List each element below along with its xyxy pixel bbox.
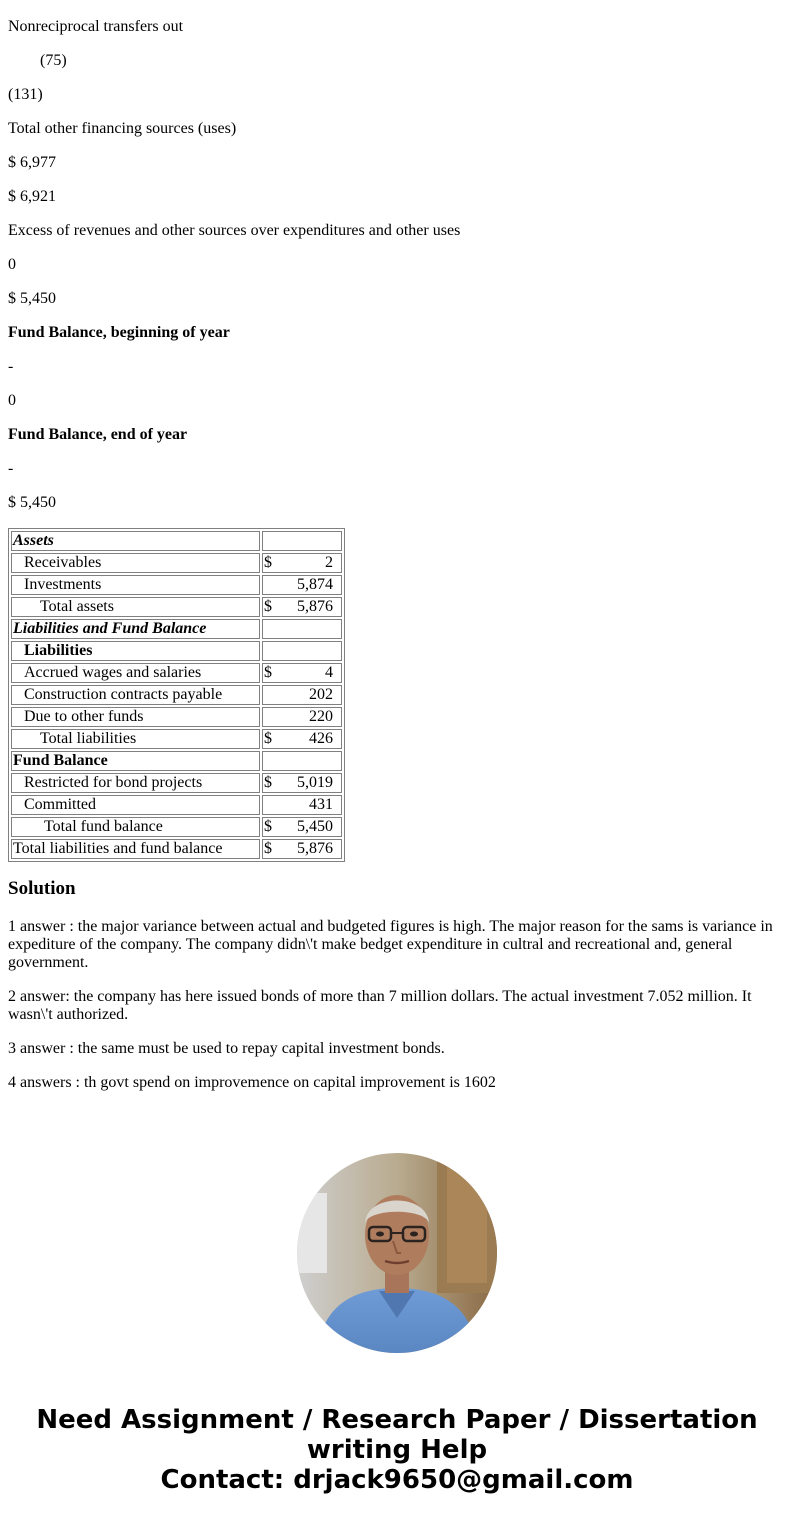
line-total-other-label: Total other financing sources (uses) xyxy=(8,120,237,137)
promo-banner xyxy=(0,1405,794,1495)
currency-symbol: $ xyxy=(264,774,272,791)
row-label: Investments xyxy=(11,575,260,595)
line-fund-begin-label: Fund Balance, beginning of year xyxy=(8,324,230,341)
line-nonreciprocal-budget: (75) xyxy=(40,52,67,69)
promo-contact: Contact: drjack9650@gmail.com xyxy=(160,1465,634,1495)
row-value: 220 xyxy=(262,707,342,727)
table-row xyxy=(11,773,342,793)
balance-sheet-table xyxy=(8,528,345,862)
row-label: Receivables xyxy=(11,553,260,573)
row-label: Total liabilities and fund balance xyxy=(11,839,260,859)
amount: 5,876 xyxy=(297,598,333,615)
line-excess-actual: $ 5,450 xyxy=(8,290,56,307)
line-total-other-budget: $ 6,977 xyxy=(8,154,56,171)
amount: 5,876 xyxy=(297,840,333,857)
line-nonreciprocal-actual: (131) xyxy=(8,86,43,103)
row-label: Due to other funds xyxy=(11,707,260,727)
promo-line-1: Need Assignment / Research Paper / Dissertation xyxy=(36,1405,758,1435)
currency-symbol: $ xyxy=(264,818,272,835)
row-value xyxy=(262,773,342,793)
amount: 5,450 xyxy=(297,818,333,835)
row-value xyxy=(262,751,342,771)
row-label: Committed xyxy=(11,795,260,815)
currency-symbol: $ xyxy=(264,598,272,615)
solution-heading: Solution xyxy=(8,878,76,899)
portrait-image xyxy=(297,1153,497,1353)
promo-line-2: writing Help xyxy=(306,1435,488,1465)
table-row xyxy=(11,685,342,705)
currency-symbol: $ xyxy=(264,840,272,857)
answer-2: 2 answer: the company has here issued bonds of more than 7 million dollars. The actual investment 7.052 million. It wasn\'t authorized. xyxy=(8,988,752,1023)
table-row xyxy=(11,597,342,617)
currency-symbol: $ xyxy=(264,554,272,571)
table-row xyxy=(11,531,342,551)
table-row xyxy=(11,751,342,771)
row-label: Liabilities and Fund Balance xyxy=(11,619,260,639)
row-label: Total liabilities xyxy=(11,729,260,749)
row-label: Liabilities xyxy=(11,641,260,661)
row-value xyxy=(262,729,342,749)
row-label: Accrued wages and salaries xyxy=(11,663,260,683)
row-value: 5,874 xyxy=(262,575,342,595)
document-body xyxy=(8,0,786,1108)
line-fund-begin-actual: 0 xyxy=(8,392,16,409)
amount: 5,019 xyxy=(297,774,333,791)
table-row xyxy=(11,553,342,573)
line-fund-begin-budget: - xyxy=(8,358,14,375)
answer-4: 4 answers : th govt spend on improvemence on capital improvement is 1602 xyxy=(8,1074,496,1091)
table-row xyxy=(11,707,342,727)
answer-1: 1 answer : the major variance between actual and budgeted figures is high. The major reason for the sams is variance in expediture of the company. The company didn\'t make bedget expenditure in cultral and recreational and, general government. xyxy=(8,918,773,971)
table-row xyxy=(11,619,342,639)
row-label: Assets xyxy=(11,531,260,551)
line-nonreciprocal-label: Nonreciprocal transfers out xyxy=(8,18,184,35)
line-fund-end-budget: - xyxy=(8,460,14,477)
answer-3: 3 answer : the same must be used to repay capital investment bonds. xyxy=(8,1040,445,1057)
currency-symbol: $ xyxy=(264,664,272,681)
table-row xyxy=(11,729,342,749)
currency-symbol: $ xyxy=(264,730,272,747)
row-value xyxy=(262,597,342,617)
line-fund-end-actual: $ 5,450 xyxy=(8,494,56,511)
line-total-sources xyxy=(8,0,786,2)
table-row xyxy=(11,839,342,859)
line-excess-label: Excess of revenues and other sources over expenditures and other uses xyxy=(8,222,461,239)
row-label: Total fund balance xyxy=(11,817,260,837)
row-label: Restricted for bond projects xyxy=(11,773,260,793)
row-value xyxy=(262,531,342,551)
row-value xyxy=(262,663,342,683)
row-value xyxy=(262,641,342,661)
amount: 4 xyxy=(325,664,333,681)
table-row xyxy=(11,641,342,661)
row-value xyxy=(262,839,342,859)
table-row xyxy=(11,817,342,837)
row-label: Construction contracts payable xyxy=(11,685,260,705)
line-excess-budget: 0 xyxy=(8,256,16,273)
table-row xyxy=(11,663,342,683)
row-value: 431 xyxy=(262,795,342,815)
line-fund-end-label: Fund Balance, end of year xyxy=(8,426,188,443)
author-photo xyxy=(297,1153,497,1353)
avatar xyxy=(297,1153,497,1353)
line-total-other-actual: $ 6,921 xyxy=(8,188,56,205)
row-label: Total assets xyxy=(11,597,260,617)
row-label: Fund Balance xyxy=(11,751,260,771)
row-value xyxy=(262,817,342,837)
table-row xyxy=(11,575,342,595)
row-value: 202 xyxy=(262,685,342,705)
amount: 2 xyxy=(325,554,333,571)
table-row xyxy=(11,795,342,815)
row-value xyxy=(262,553,342,573)
row-value xyxy=(262,619,342,639)
amount: 426 xyxy=(309,730,333,747)
